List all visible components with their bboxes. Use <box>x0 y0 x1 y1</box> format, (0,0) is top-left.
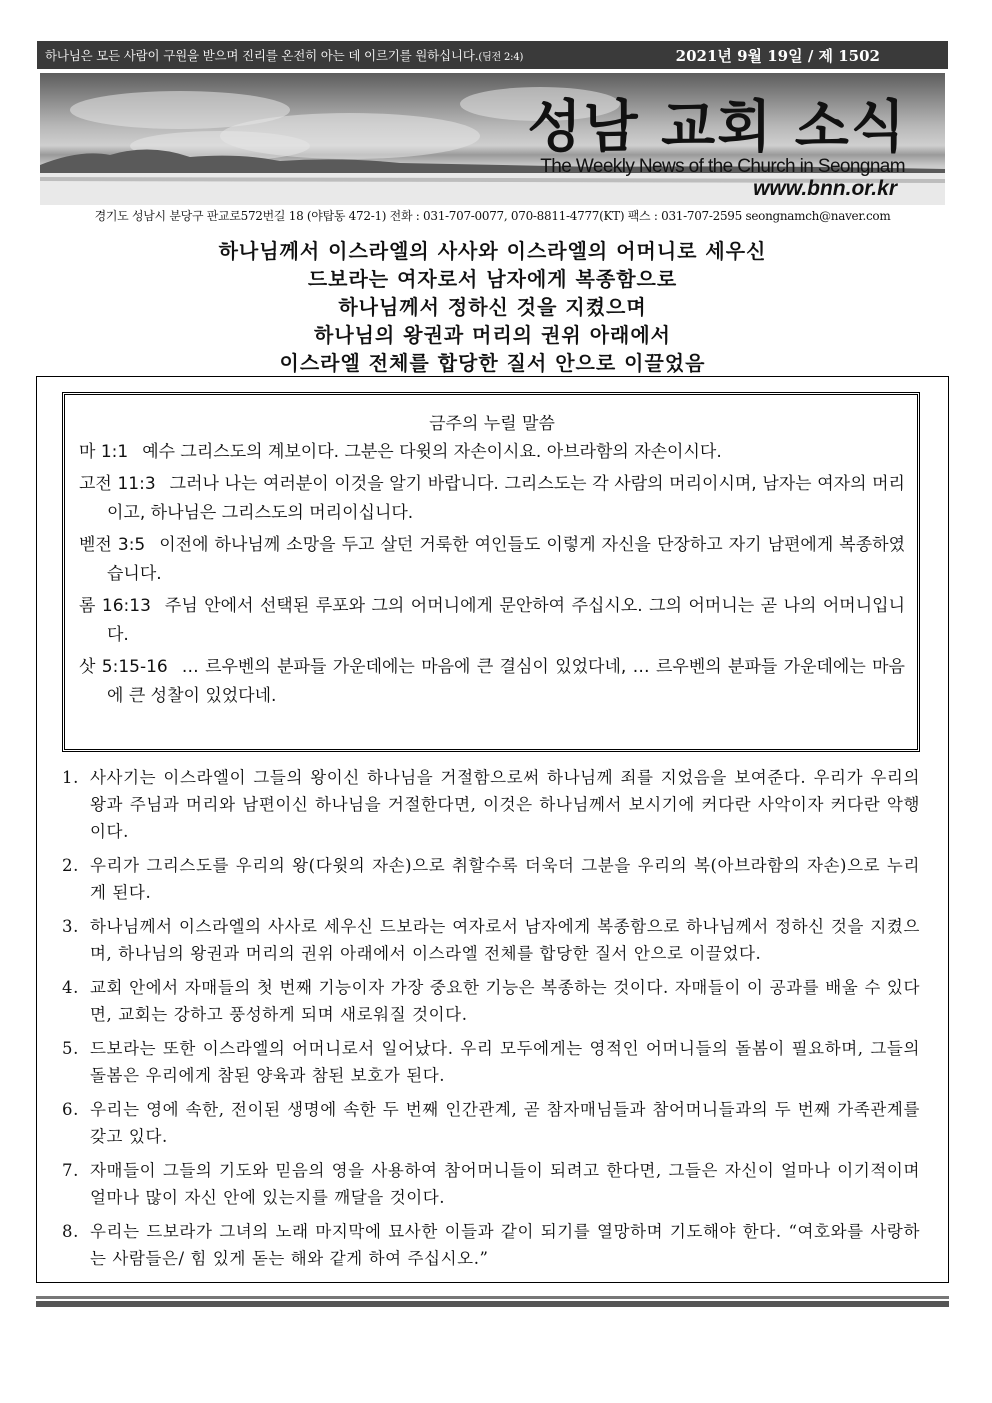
headline-line: 하나님께서 정하신 것을 지켰으며 <box>338 295 647 319</box>
verse-text: … 르우벤의 분파들 가운데에는 마음에 큰 결심이 있었다네, … 르우벤의 분파들 가운데에는 마음에 큰 성찰이 있었다네. <box>107 657 905 706</box>
outline-points <box>62 764 920 1279</box>
verse-item <box>79 438 905 467</box>
verse-text: 이전에 하나님께 소망을 두고 살던 거룩한 여인들도 이렇게 자신을 단장하고 자기 남편에게 복종하였습니다. <box>107 535 905 584</box>
point-number: 1. <box>62 768 79 787</box>
point-text: 하나님께서 이스라엘의 사사로 세우신 드보라는 여자로서 남자에게 복종함으로 하나님께서 정하신 것을 지켰으며, 하나님의 왕권과 머리의 권위 아래에서 이스라엘 전체를 합당한 질서 안으로 이끌었다. <box>90 917 920 963</box>
footer-divider <box>36 1296 949 1299</box>
newsletter-title: 성남 교회 소식 <box>527 95 907 160</box>
verse-item <box>79 470 905 528</box>
point-text: 우리는 드보라가 그녀의 노래 마지막에 묘사한 이들과 같이 되기를 열망하며 기도해야 한다. “여호와를 사랑하는 사람들은/ 힘 있게 돋는 해와 같게 하여 주십시오.” <box>90 1222 920 1268</box>
point-text: 사사기는 이스라엘이 그들의 왕이신 하나님을 거절함으로써 하나님께 죄를 지었음을 보여준다. 우리가 우리의 왕과 주님과 머리와 남편이신 하나님을 거절한다면, 이것은 하나님께서 보시기에 커다란 사악이자 커다란 악행이다. <box>90 768 920 841</box>
top-verse-bar <box>37 41 948 69</box>
footer-divider-thick <box>36 1301 949 1307</box>
point-number: 4. <box>62 978 79 997</box>
headline-line: 드보라는 여자로서 남자에게 복종함으로 <box>307 267 678 291</box>
outline-point <box>62 1218 920 1272</box>
point-text: 자매들이 그들의 기도와 믿음의 영을 사용하여 참어머니들이 되려고 한다면, 그들은 자신이 얼마나 이기적이며 얼마나 많이 자신 안에 있는지를 깨달을 것이다. <box>90 1161 920 1207</box>
header-verse-ref: (딤전 2:4) <box>478 52 524 63</box>
verse-text: 주님 안에서 선택된 루포와 그의 어머니에게 문안하여 주십시오. 그의 어머니는 곧 나의 어머니입니다. <box>107 596 905 645</box>
verse-item <box>79 592 905 650</box>
website-link[interactable]: www.bnn.or.kr <box>753 177 897 200</box>
point-number: 5. <box>62 1039 79 1058</box>
point-number: 3. <box>62 917 79 936</box>
verse-text: 그러나 나는 여러분이 이것을 알기 바랍니다. 그리스도는 각 사람의 머리이시며, 남자는 여자의 머리이고, 하나님은 그리스도의 머리이십니다. <box>107 474 905 523</box>
verse-item <box>79 653 905 711</box>
point-text: 교회 안에서 자매들의 첫 번째 기능이자 가장 중요한 기능은 복종하는 것이다. 자매들이 이 공과를 배울 수 있다면, 교회는 강하고 풍성하게 되며 새로워질 것이다. <box>90 978 920 1024</box>
point-number: 6. <box>62 1100 79 1119</box>
verses-title: 금주의 누릴 말씀 <box>429 414 555 434</box>
issue-date: 2021년 9월 19일 / 제 1502 <box>675 46 880 65</box>
outline-point <box>62 852 920 906</box>
verse-item <box>79 531 905 589</box>
masthead-banner <box>40 73 945 205</box>
verse-ref: 롬 16:13 <box>79 596 151 616</box>
outline-point <box>62 1096 920 1150</box>
newsletter-subtitle: The Weekly News of the Church in Seongnam <box>540 156 905 177</box>
outline-point <box>62 974 920 1028</box>
verse-text: 예수 그리스도의 계보이다. 그분은 다윗의 자손이시요. 아브라함의 자손이시다. <box>142 442 722 462</box>
outline-point <box>62 913 920 967</box>
headline-line: 하나님의 왕권과 머리의 권위 아래에서 <box>314 323 671 347</box>
point-number: 7. <box>62 1161 79 1180</box>
outline-point <box>62 1035 920 1089</box>
verse-ref: 벧전 3:5 <box>79 535 146 555</box>
point-number: 2. <box>62 856 79 875</box>
outline-point <box>62 764 920 845</box>
headline-line: 이스라엘 전체를 합당한 질서 안으로 이끌었음 <box>279 351 706 375</box>
point-text: 드보라는 또한 이스라엘의 어머니로서 일어났다. 우리 모두에게는 영적인 어머니들의 돌봄이 필요하며, 그들의 돌봄은 우리에게 참된 양육과 참된 보호가 된다. <box>90 1039 920 1085</box>
weekly-verses-box <box>62 392 920 752</box>
church-address: 경기도 성남시 분당구 판교로572번길 18 (야탑동 472-1) 전화 : 031-707-0077, 070-8811-4777(KT) 팩스 : 031-707-2595 seongnamch@naver.com <box>94 209 891 223</box>
verse-ref: 삿 5:15-16 <box>79 657 168 677</box>
verse-ref: 마 1:1 <box>79 442 129 462</box>
header-verse: 하나님은 모든 사람이 구원을 받으며 진리를 온전히 아는 데 이르기를 원하십니다.(딤전 2:4) <box>45 48 524 63</box>
point-text: 우리는 영에 속한, 전이된 생명에 속한 두 번째 인간관계, 곧 참자매님들과 참어머니들과의 두 번째 가족관계를 갖고 있다. <box>90 1100 920 1146</box>
headline-line: 하나님께서 이스라엘의 사사와 이스라엘의 어머니로 세우신 <box>218 239 767 263</box>
point-number: 8. <box>62 1222 79 1241</box>
verse-ref: 고전 11:3 <box>79 474 156 494</box>
headline <box>40 237 945 377</box>
outline-point <box>62 1157 920 1211</box>
point-text: 우리가 그리스도를 우리의 왕(다윗의 자손)으로 취할수록 더욱더 그분을 우리의 복(아브라함의 자손)으로 누리게 된다. <box>90 856 920 902</box>
